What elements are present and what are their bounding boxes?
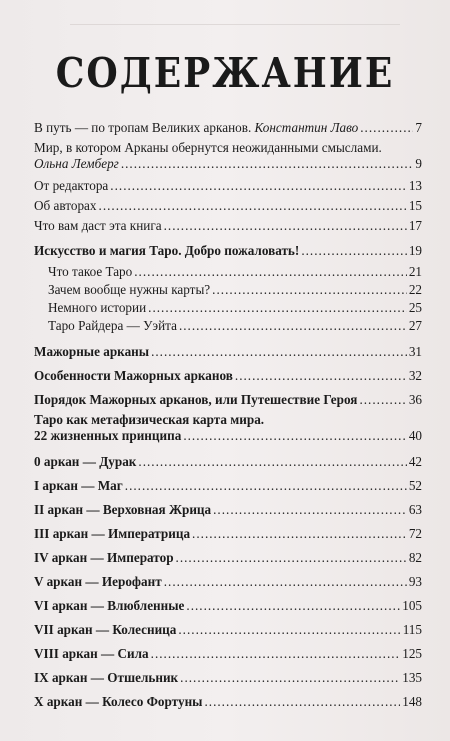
toc-entry — [48, 300, 422, 316]
entry-title: Зачем вообще нужны карты? — [48, 282, 211, 297]
entry-title: IV аркан — Император — [34, 550, 174, 565]
entry-title: Особенности Мажорных арканов — [34, 368, 233, 383]
entry-title: II аркан — Верховная Жрица — [34, 502, 212, 517]
leader-dots — [178, 622, 400, 638]
toc-entry — [34, 198, 422, 214]
toc-entry — [34, 344, 422, 360]
entry-title: Что вам даст эта книга — [34, 218, 162, 233]
toc-entry — [34, 392, 422, 408]
entry-page: 63 — [408, 502, 422, 517]
toc-entry — [34, 502, 422, 518]
toc-entry — [34, 550, 422, 566]
toc-entry — [34, 478, 422, 494]
toc-entry — [34, 622, 422, 638]
leader-dots — [148, 300, 407, 316]
leader-dots — [164, 574, 407, 590]
entry-author: Константин Лаво — [254, 120, 359, 135]
leader-dots — [360, 120, 413, 136]
entry-title-line1: Мир, в котором Арканы обернутся неожиданными смыслами. — [34, 140, 382, 155]
toc-entry — [48, 282, 422, 298]
entry-page: 40 — [408, 428, 422, 443]
bleed-through-line — [70, 24, 400, 31]
entry-title: VII аркан — Колесница — [34, 622, 177, 637]
leader-dots — [125, 478, 407, 494]
entry-title: Мажорные арканы — [34, 344, 150, 359]
entry-title: Немного истории — [48, 300, 147, 315]
toc-entry — [34, 694, 422, 710]
toc-entry — [34, 156, 422, 172]
toc-entry — [34, 368, 422, 384]
toc-entry — [34, 526, 422, 542]
entry-author: Ольна Лемберг — [34, 156, 119, 171]
entry-page: 82 — [408, 550, 422, 565]
leader-dots — [176, 550, 407, 566]
toc-entry — [34, 454, 422, 470]
toc-entry — [34, 670, 422, 686]
entry-page: 19 — [408, 243, 422, 258]
toc-entry — [48, 264, 422, 280]
leader-dots — [121, 156, 414, 172]
entry-page: 72 — [408, 526, 422, 541]
leader-dots — [359, 392, 406, 408]
leader-dots — [183, 428, 407, 444]
page-title: СОДЕРЖАНИЕ — [55, 48, 395, 98]
entry-title: I аркан — Маг — [34, 478, 123, 493]
toc-entry — [34, 120, 422, 136]
toc-entry — [34, 646, 422, 662]
entry-page: 13 — [408, 178, 422, 193]
entry-title: Об авторах — [34, 198, 97, 213]
toc-entry — [34, 428, 422, 444]
leader-dots — [301, 243, 407, 259]
entry-page: 52 — [408, 478, 422, 493]
entry-title: В путь — по тропам Великих арканов. — [34, 120, 255, 135]
toc-entry — [34, 243, 422, 259]
entry-page: 25 — [408, 300, 422, 315]
entry-page: 32 — [408, 368, 422, 383]
entry-page: 93 — [408, 574, 422, 589]
entry-page: 27 — [408, 318, 422, 333]
entry-title: V аркан — Иерофант — [34, 574, 162, 589]
toc-entry — [34, 598, 422, 614]
toc-entry — [48, 318, 422, 334]
leader-dots — [180, 670, 400, 686]
entry-title: III аркан — Императрица — [34, 526, 191, 541]
leader-dots — [235, 368, 407, 384]
entry-page: 105 — [402, 598, 422, 613]
entry-title: IX аркан — Отшельник — [34, 670, 179, 685]
entry-page: 125 — [402, 646, 422, 661]
entry-page: 9 — [415, 156, 422, 171]
leader-dots — [138, 454, 406, 470]
entry-title: Что такое Таро — [48, 264, 133, 279]
entry-title: VIII аркан — Сила — [34, 646, 149, 661]
leader-dots — [213, 502, 407, 518]
toc-entry — [34, 574, 422, 590]
entry-page: 22 — [408, 282, 422, 297]
leader-dots — [151, 646, 401, 662]
entry-page: 115 — [402, 622, 422, 637]
entry-page: 7 — [415, 120, 422, 135]
leader-dots — [110, 178, 407, 194]
entry-title: X аркан — Колесо Фортуны — [34, 694, 203, 709]
toc-entry — [34, 218, 422, 234]
entry-title: От редактора — [34, 178, 109, 193]
entry-title: Таро Райдера — Уэйта — [48, 318, 177, 333]
entry-title: VI аркан — Влюбленные — [34, 598, 185, 613]
entry-page: 15 — [408, 198, 422, 213]
leader-dots — [151, 344, 407, 360]
leader-dots — [99, 198, 407, 214]
leader-dots — [192, 526, 407, 542]
entry-page: 17 — [408, 218, 422, 233]
entry-page: 36 — [408, 392, 422, 407]
leader-dots — [204, 694, 400, 710]
leader-dots — [186, 598, 400, 614]
toc-entry — [34, 178, 422, 194]
leader-dots — [134, 264, 407, 280]
leader-dots — [179, 318, 407, 334]
entry-page: 31 — [408, 344, 422, 359]
entry-page: 42 — [408, 454, 422, 469]
entry-page: 148 — [402, 694, 422, 709]
entry-title: 0 аркан — Дурак — [34, 454, 137, 469]
entry-page: 21 — [408, 264, 422, 279]
entry-title: Искусство и магия Таро. Добро пожаловать! — [34, 243, 300, 258]
entry-title: Порядок Мажорных арканов, или Путешествие Героя — [34, 392, 358, 407]
leader-dots — [212, 282, 407, 298]
leader-dots — [164, 218, 407, 234]
entry-title: 22 жизненных принципа — [34, 428, 182, 443]
entry-page: 135 — [402, 670, 422, 685]
entry-title-line1: Таро как метафизическая карта мира. — [34, 412, 265, 427]
